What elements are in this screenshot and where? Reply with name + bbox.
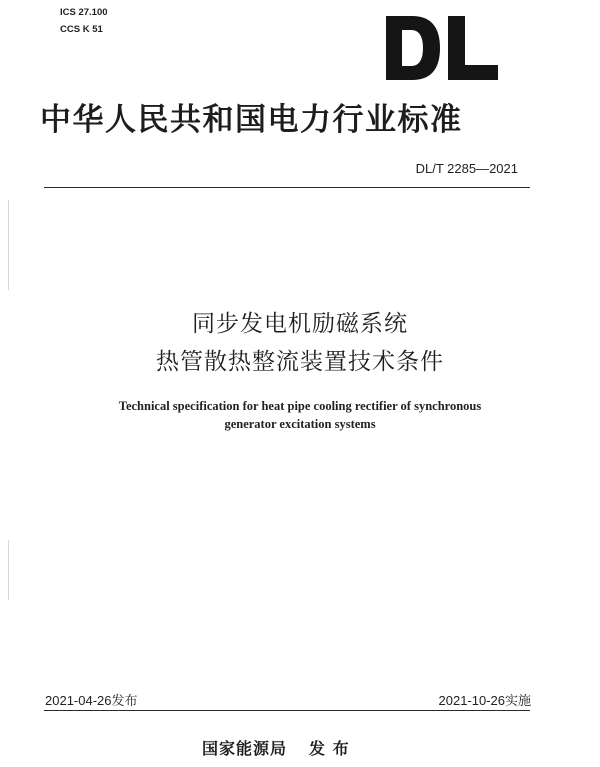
authority-title: 中华人民共和国电力行业标准 — [40, 102, 463, 138]
english-title-line-1: Technical specification for heat pipe cooling rectifier of synchronous — [118, 399, 482, 413]
dl-logo — [382, 12, 502, 84]
top-divider — [44, 187, 530, 188]
implementation-date: 2021-10-26实施 — [438, 693, 531, 708]
standard-number: DL/T 2285—2021 — [415, 161, 518, 176]
dl-logo-graphic — [382, 12, 502, 84]
issue-date: 2021-04-26发布 — [45, 693, 138, 708]
issuer-line — [202, 736, 350, 759]
scan-edge-mark — [8, 540, 9, 600]
issuer-action: 发 布 — [309, 739, 350, 758]
issuer-name: 国家能源局 — [202, 739, 288, 758]
ccs-code: CCS K 51 — [60, 24, 103, 35]
classification-codes — [60, 4, 108, 38]
chinese-title-line-2: 热管散热整流装置技术条件 — [156, 349, 444, 375]
scan-edge-mark — [8, 200, 9, 290]
english-title-line-2: generator excitation systems — [224, 417, 376, 431]
ics-code: ICS 27.100 — [60, 7, 108, 18]
bottom-divider — [44, 710, 530, 711]
chinese-title-line-1: 同步发电机励磁系统 — [192, 311, 408, 337]
